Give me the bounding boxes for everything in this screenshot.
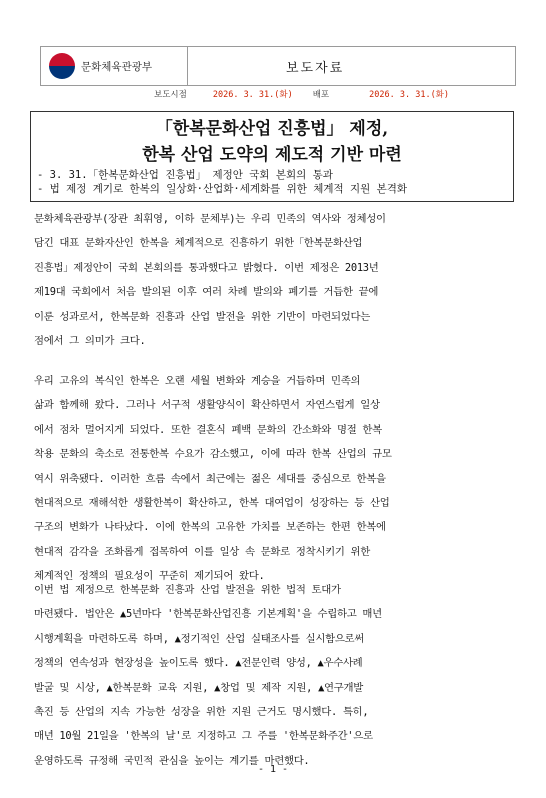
distribution-value: 2026. 3. 31.(화) [369, 90, 450, 100]
paragraph-line: 삶과 함께해 왔다. 그러나 서구적 생활양식이 확산하면서 자연스럽게 일상 [34, 399, 380, 412]
paragraph-line: 발굴 및 시상, ▲한복문화 교육 지원, ▲창업 및 제작 지원, ▲연구개발 [34, 681, 363, 694]
paragraph-line: 담긴 대표 문화자산인 한복을 체계적으로 진흥하기 위한「한복문화산업 [34, 237, 363, 250]
paragraph-line: 매년 10월 21일을 '한복의 날'로 지정하고 그 주를 '한복문화주간'으로 [34, 730, 373, 743]
subheading-2: - 법 제정 계기로 한복의 일상화·산업화·세계화를 위한 체계적 지원 본격화 [37, 183, 408, 195]
paragraph-line: 정책의 연속성과 현장성을 높이도록 했다. ▲전문인력 양성, ▲우수사례 [34, 657, 363, 670]
paragraph-line: 착용 문화의 축소로 전통한복 수요가 감소했고, 이에 따라 한복 산업의 규모 [34, 448, 392, 461]
ministry-block [41, 47, 188, 85]
paragraph-line: 점에서 그 의미가 크다. [34, 335, 146, 348]
paragraph-line: 촉진 등 산업의 지속 가능한 성장을 위한 지원 근거도 명시했다. 특히, [34, 706, 369, 719]
headline-line-2: 한복 산업 도약의 제도적 기반 마련 [142, 145, 402, 165]
release-time-value: 2026. 3. 31.(화) [212, 90, 293, 100]
paragraph-line: 운영하도록 규정해 국민적 관심을 높이는 계기를 마련했다. [34, 754, 310, 767]
paragraph-line: 마련됐다. 법안은 ▲5년마다 '한복문화산업진흥 기본계획'을 수립하고 매년 [34, 608, 382, 621]
paragraph-line: 제19대 국회에서 처음 발의된 이후 여러 차례 발의와 폐기를 거듭한 끝에 [34, 286, 379, 299]
paragraph-line: 이룬 성과로서, 한복문화 진흥과 산업 발전을 위한 기반이 마련되었다는 [34, 310, 370, 323]
paragraph-1 [34, 207, 512, 353]
paragraph-line: 현대적 감각을 조화롭게 접목하여 이를 일상 속 문화로 정착시키기 위한 [34, 545, 370, 558]
paragraph-line: 에서 점차 멀어지게 되었다. 또한 결혼식 폐백 문화의 간소화와 명절 한복 [34, 423, 382, 436]
release-time-label: 보도시점 [154, 90, 187, 100]
distribution-label: 배포 [312, 90, 330, 100]
page-number: - 1 - [257, 764, 289, 775]
ministry-logo-icon [49, 53, 75, 79]
press-release-header [40, 46, 516, 86]
headline-box [30, 111, 514, 202]
paragraph-2 [34, 369, 512, 589]
paragraph-line: 역시 위축됐다. 이러한 흐름 속에서 최근에는 젊은 세대를 중심으로 한복을 [34, 472, 386, 485]
document-type: 보도자료 [286, 60, 345, 76]
paragraph-line: 현대적으로 재해석한 생활한복이 확산하고, 한복 대여업이 성장하는 등 산업 [34, 497, 390, 510]
paragraph-line: 구조의 변화가 나타났다. 이에 한복의 고유한 가치를 보존하는 한편 한복에 [34, 521, 386, 534]
paragraph-3 [34, 578, 512, 773]
ministry-name: 문화체육관광부 [81, 60, 153, 73]
paragraph-line: 이번 법 제정으로 한복문화 진흥과 산업 발전을 위한 법적 토대가 [34, 584, 341, 596]
subheading-1: - 3. 31.「한복문화산업 진흥법」 제정안 국회 본회의 통과 [37, 169, 333, 181]
paragraph-line: 우리 고유의 복식인 한복은 오랜 세월 변화와 계승을 거듭하며 민족의 [34, 375, 361, 387]
paragraph-line: 체계적인 정책의 필요성이 꾸준히 제기되어 왔다. [34, 570, 265, 583]
paragraph-line: 시행계획을 마련하도록 하며, ▲정기적인 산업 실태조사를 실시함으로써 [34, 632, 365, 645]
paragraph-line: 진흥법」제정안이 국회 본회의를 통과했다고 밝혔다. 이번 제정은 2013년 [34, 261, 379, 274]
paragraph-line: 문화체육관광부(장관 최휘영, 이하 문체부)는 우리 민족의 역사와 정체성이 [34, 213, 386, 225]
release-dates [40, 88, 514, 100]
headline-line-1: 「한복문화산업 진흥법」 제정, [155, 119, 389, 139]
